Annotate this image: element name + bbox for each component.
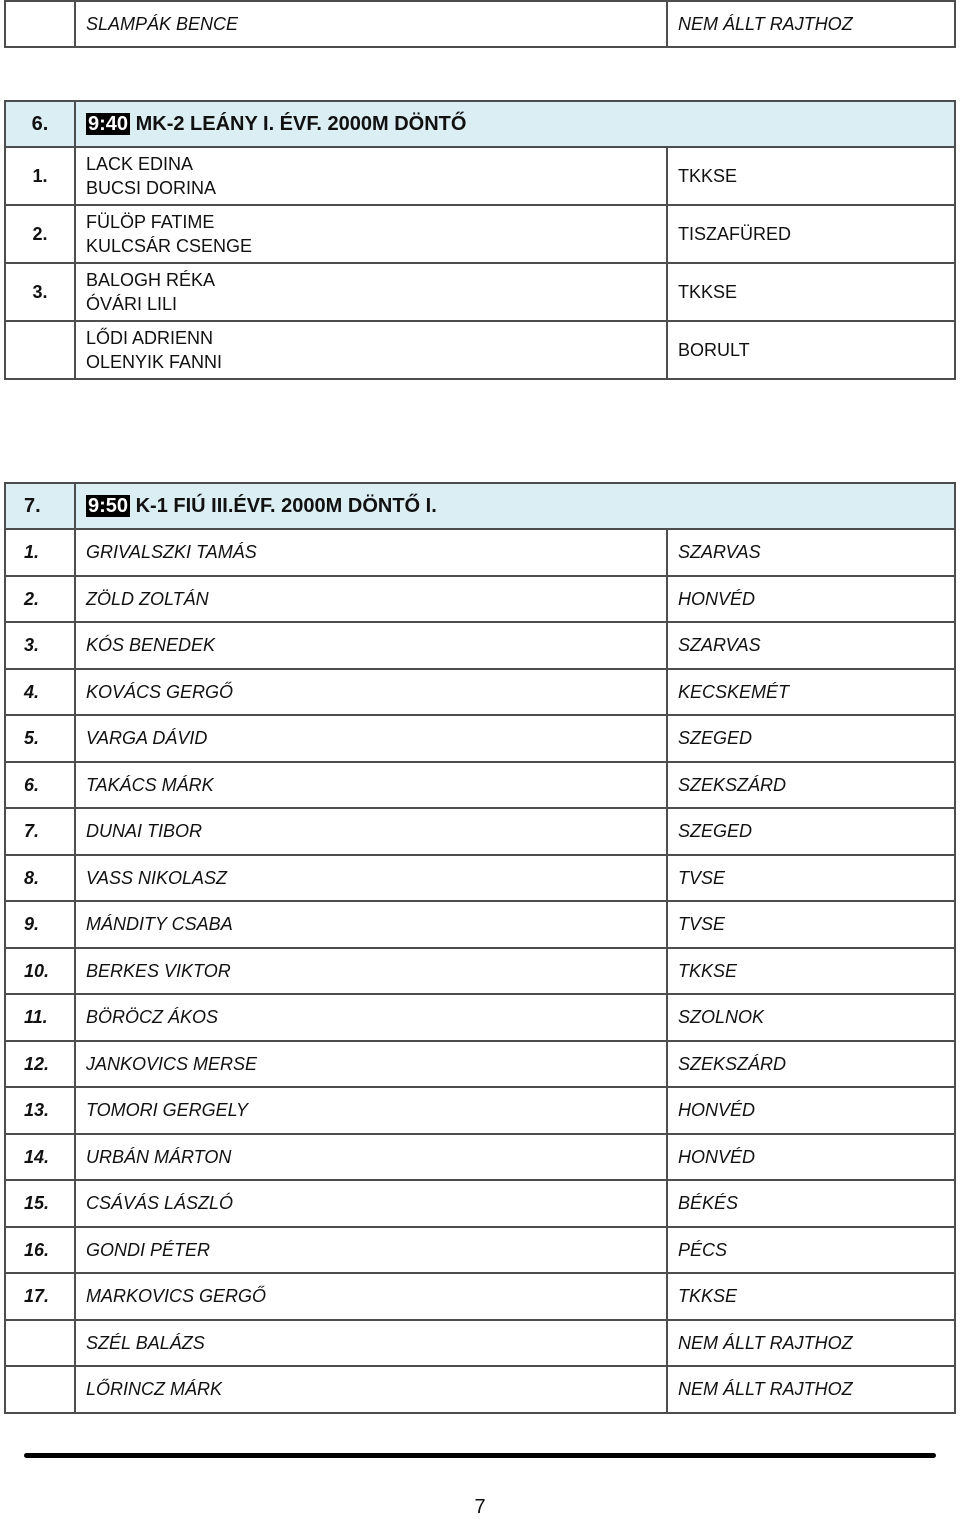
place-cell: 11. bbox=[5, 994, 75, 1041]
race-title: K-1 FIÚ III.ÉVF. 2000M DÖNTŐ I. bbox=[135, 495, 437, 517]
race-7-table bbox=[4, 482, 956, 1414]
table-row bbox=[5, 1320, 955, 1367]
athlete-name: URBÁN MÁRTON bbox=[75, 1134, 667, 1181]
athlete-name: BERKES VIKTOR bbox=[75, 948, 667, 995]
table-row bbox=[5, 1227, 955, 1274]
place-cell: 15. bbox=[5, 1180, 75, 1227]
race-header bbox=[5, 101, 955, 147]
place-cell bbox=[5, 321, 75, 379]
club-cell: NEM ÁLLT RAJTHOZ bbox=[667, 1366, 955, 1413]
place-cell: 4. bbox=[5, 669, 75, 716]
table-row bbox=[5, 1, 955, 47]
club-cell: TKKSE bbox=[667, 147, 955, 205]
athlete-name: ÓVÁRI LILI bbox=[86, 294, 178, 314]
club-cell: TKKSE bbox=[667, 1273, 955, 1320]
club-cell: HONVÉD bbox=[667, 1134, 955, 1181]
table-row bbox=[5, 1273, 955, 1320]
athlete-name: BÖRÖCZ ÁKOS bbox=[75, 994, 667, 1041]
athlete-name: FÜLÖP FATIME bbox=[86, 212, 215, 232]
race-header bbox=[5, 483, 955, 529]
athlete-name: TAKÁCS MÁRK bbox=[75, 762, 667, 809]
crew-cell bbox=[75, 263, 667, 321]
footer-rule bbox=[24, 1453, 936, 1458]
athlete-name: ZÖLD ZOLTÁN bbox=[75, 576, 667, 623]
place-cell bbox=[5, 1, 75, 47]
athlete-name: BUCSI DORINA bbox=[86, 178, 217, 198]
athlete-name: MÁNDITY CSABA bbox=[75, 901, 667, 948]
club-cell: PÉCS bbox=[667, 1227, 955, 1274]
athlete-name: LŐRINCZ MÁRK bbox=[75, 1366, 667, 1413]
table-row bbox=[5, 622, 955, 669]
athlete-name: SLAMPÁK BENCE bbox=[75, 1, 667, 47]
place-cell: 2. bbox=[5, 576, 75, 623]
table-row bbox=[5, 948, 955, 995]
place-cell: 3. bbox=[5, 263, 75, 321]
athlete-name: GONDI PÉTER bbox=[75, 1227, 667, 1274]
athlete-name: CSÁVÁS LÁSZLÓ bbox=[75, 1180, 667, 1227]
race-number: 6. bbox=[5, 101, 75, 147]
place-cell bbox=[5, 1366, 75, 1413]
club-cell: TKKSE bbox=[667, 948, 955, 995]
club-cell: TVSE bbox=[667, 901, 955, 948]
athlete-name: TOMORI GERGELY bbox=[75, 1087, 667, 1134]
carryover-table bbox=[4, 0, 956, 48]
table-row bbox=[5, 1134, 955, 1181]
race-time: 9:50 bbox=[88, 495, 129, 517]
crew-cell bbox=[75, 147, 667, 205]
table-row bbox=[5, 1180, 955, 1227]
club-cell: HONVÉD bbox=[667, 1087, 955, 1134]
race-number: 7. bbox=[5, 483, 75, 529]
club-cell: TKKSE bbox=[667, 263, 955, 321]
table-row bbox=[5, 529, 955, 576]
table-row bbox=[5, 715, 955, 762]
table-row bbox=[5, 576, 955, 623]
table-row bbox=[5, 669, 955, 716]
race-7-results bbox=[5, 529, 955, 1413]
club-cell: NEM ÁLLT RAJTHOZ bbox=[667, 1, 955, 47]
athlete-name: JANKOVICS MERSE bbox=[75, 1041, 667, 1088]
race-title-cell bbox=[75, 483, 955, 529]
place-cell: 10. bbox=[5, 948, 75, 995]
crew-cell bbox=[75, 321, 667, 379]
place-cell: 1. bbox=[5, 529, 75, 576]
race-title-cell bbox=[75, 101, 955, 147]
athlete-name: SZÉL BALÁZS bbox=[75, 1320, 667, 1367]
athlete-name: GRIVALSZKI TAMÁS bbox=[75, 529, 667, 576]
club-cell: TISZAFÜRED bbox=[667, 205, 955, 263]
table-row bbox=[5, 1366, 955, 1413]
place-cell: 5. bbox=[5, 715, 75, 762]
athlete-name: OLENYIK FANNI bbox=[86, 352, 223, 372]
place-cell: 17. bbox=[5, 1273, 75, 1320]
athlete-name: LACK EDINA bbox=[86, 154, 194, 174]
athlete-name: KULCSÁR CSENGE bbox=[86, 236, 253, 256]
athlete-name: LŐDI ADRIENN bbox=[86, 328, 214, 348]
place-cell bbox=[5, 1320, 75, 1367]
athlete-name: BALOGH RÉKA bbox=[86, 270, 216, 290]
place-cell: 16. bbox=[5, 1227, 75, 1274]
athlete-name: MARKOVICS GERGŐ bbox=[75, 1273, 667, 1320]
race-6-table bbox=[4, 100, 956, 380]
club-cell: KECSKEMÉT bbox=[667, 669, 955, 716]
club-cell: NEM ÁLLT RAJTHOZ bbox=[667, 1320, 955, 1367]
place-cell: 8. bbox=[5, 855, 75, 902]
club-cell: SZOLNOK bbox=[667, 994, 955, 1041]
race-title: MK-2 LEÁNY I. ÉVF. 2000M DÖNTŐ bbox=[135, 113, 467, 135]
table-row bbox=[5, 808, 955, 855]
athlete-name: VASS NIKOLASZ bbox=[75, 855, 667, 902]
club-cell: SZEGED bbox=[667, 808, 955, 855]
club-cell: SZEKSZÁRD bbox=[667, 1041, 955, 1088]
place-cell: 2. bbox=[5, 205, 75, 263]
club-cell: HONVÉD bbox=[667, 576, 955, 623]
place-cell: 13. bbox=[5, 1087, 75, 1134]
athlete-name: KÓS BENEDEK bbox=[75, 622, 667, 669]
place-cell: 1. bbox=[5, 147, 75, 205]
table-row bbox=[5, 901, 955, 948]
table-row bbox=[5, 994, 955, 1041]
place-cell: 3. bbox=[5, 622, 75, 669]
athlete-name: DUNAI TIBOR bbox=[75, 808, 667, 855]
place-cell: 14. bbox=[5, 1134, 75, 1181]
table-row bbox=[5, 762, 955, 809]
table-row bbox=[5, 321, 955, 379]
race-time: 9:40 bbox=[88, 113, 129, 135]
table-row bbox=[5, 1087, 955, 1134]
place-cell: 9. bbox=[5, 901, 75, 948]
place-cell: 12. bbox=[5, 1041, 75, 1088]
club-cell: TVSE bbox=[667, 855, 955, 902]
club-cell: SZEKSZÁRD bbox=[667, 762, 955, 809]
athlete-name: KOVÁCS GERGŐ bbox=[75, 669, 667, 716]
table-row bbox=[5, 1041, 955, 1088]
club-cell: BORULT bbox=[667, 321, 955, 379]
table-row bbox=[5, 263, 955, 321]
table-row bbox=[5, 205, 955, 263]
club-cell: SZEGED bbox=[667, 715, 955, 762]
table-row bbox=[5, 147, 955, 205]
club-cell: SZARVAS bbox=[667, 529, 955, 576]
place-cell: 7. bbox=[5, 808, 75, 855]
club-cell: SZARVAS bbox=[667, 622, 955, 669]
table-row bbox=[5, 855, 955, 902]
crew-cell bbox=[75, 205, 667, 263]
place-cell: 6. bbox=[5, 762, 75, 809]
club-cell: BÉKÉS bbox=[667, 1180, 955, 1227]
page-number: 7 bbox=[474, 1496, 486, 1518]
athlete-name: VARGA DÁVID bbox=[75, 715, 667, 762]
